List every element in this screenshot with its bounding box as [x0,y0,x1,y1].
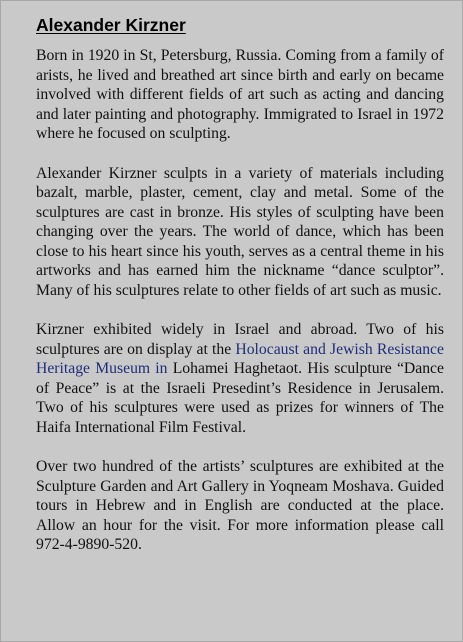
paragraph-visit-info: Over two hundred of the artists’ sculptures are exhibited at the Sculpture Garden and Art Gallery in Yoqneam Moshava. Guided tours in Hebrew and in English are conducted at the place. Allow an hour for the visit. For more information please call 972-4-9890-520. [36,458,444,553]
museum-link[interactable]: Holocaust and Jewish Resistance Heritage Museum in [36,340,444,377]
paragraph-materials: Alexander Kirzner sculpts in a variety of materials including bazalt, marble, plaster, cement, clay and metal. Some of the sculptures are cast in bronze. His styles of sculpting have been changing over the years. The world of dance, which has been close to his heart since his youth, serves as a central theme in his artworks and has earned him the nickname “dance sculptor”. Many of his sculptures relate to other fields of art such as music. [36,164,444,299]
paragraph-biography: Born in 1920 in St, Petersburg, Russia. Coming from a family of arists, he lived and breathed art since birth and early on became involved with different fields of art such as acting and dancing and later painting and photography. Immigrated to Israel in 1972 where he focused on sculpting. [36,47,444,142]
paragraph-exhibitions-text-end: Lohamei Haghetaot. His sculpture “Dance of Peace” is at the Israeli Presedint’s Residence in Jerusalem. Two of his sculptures were used as prizes for winners of The Haifa International Film Festival. [36,360,444,436]
page-title: Alexander Kirzner [36,15,186,35]
paragraph-exhibitions [36,320,444,437]
paragraph-exhibitions-text-start: Kirzner exhibited widely in Israel and abroad. Two of his sculptures are on display at the [36,321,444,358]
